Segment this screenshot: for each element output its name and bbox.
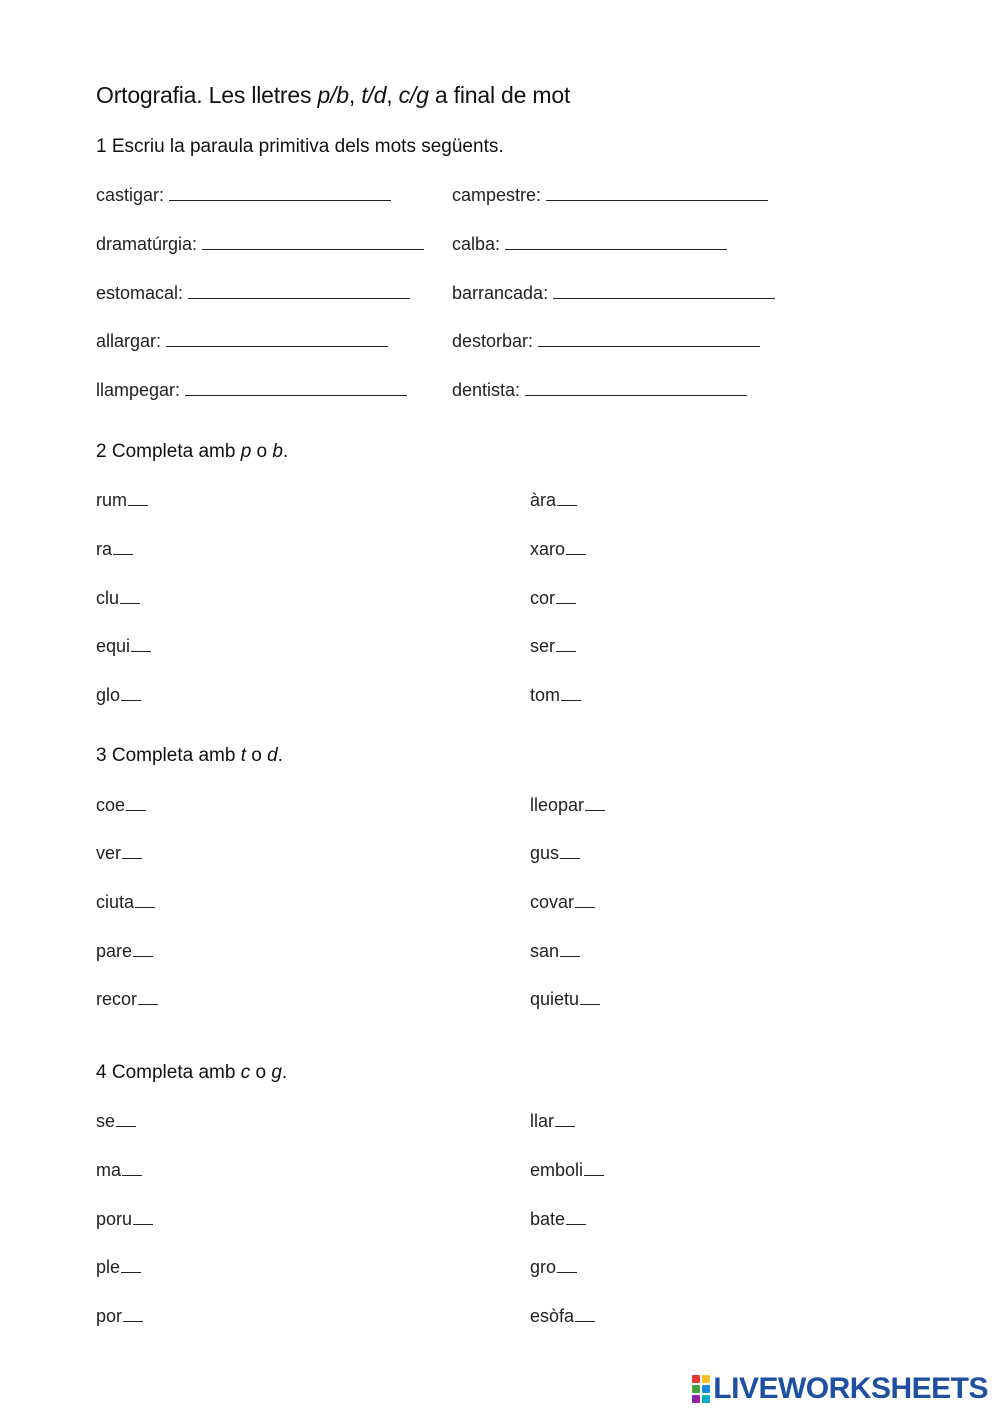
answer-blank[interactable] xyxy=(202,248,424,250)
logo-square xyxy=(692,1375,700,1383)
answer-blank[interactable] xyxy=(560,955,580,957)
exercise-1-item: estomacal: xyxy=(96,283,410,304)
exercise-1-item: castigar: xyxy=(96,185,391,206)
exercise-3-item: quietu xyxy=(530,989,600,1010)
exercise-4-item: ple xyxy=(96,1257,141,1278)
answer-blank[interactable] xyxy=(575,906,595,908)
exercise-4-item: se xyxy=(96,1111,136,1132)
answer-blank[interactable] xyxy=(135,906,155,908)
answer-blank[interactable] xyxy=(166,345,388,347)
answer-blank[interactable] xyxy=(566,553,586,555)
answer-blank[interactable] xyxy=(555,1125,575,1127)
answer-blank[interactable] xyxy=(131,650,151,652)
exercise-3-item: ciuta xyxy=(96,892,155,913)
section-4-heading: 4 Completa amb c o g. xyxy=(96,1062,288,1083)
exercise-4-item: ma xyxy=(96,1160,142,1181)
logo-square xyxy=(702,1375,710,1383)
exercise-2-item: equi xyxy=(96,636,151,657)
page-title: Ortografia. Les lletres p/b, t/d, c/g a final de mot xyxy=(96,82,571,108)
exercise-1-item: dentista: xyxy=(452,380,747,401)
answer-blank[interactable] xyxy=(584,1174,604,1176)
exercise-2-item: glo xyxy=(96,685,141,706)
liveworksheets-logo xyxy=(692,1372,988,1406)
answer-blank[interactable] xyxy=(122,857,142,859)
answer-blank[interactable] xyxy=(556,650,576,652)
exercise-2-item: tom xyxy=(530,685,581,706)
answer-blank[interactable] xyxy=(123,1320,143,1322)
answer-blank[interactable] xyxy=(121,699,141,701)
exercise-4-item: llar xyxy=(530,1111,575,1132)
answer-blank[interactable] xyxy=(169,199,391,201)
answer-blank[interactable] xyxy=(133,955,153,957)
exercise-2-item: rum xyxy=(96,490,148,511)
answer-blank[interactable] xyxy=(557,504,577,506)
answer-blank[interactable] xyxy=(580,1003,600,1005)
exercise-1-item: destorbar: xyxy=(452,331,760,352)
answer-blank[interactable] xyxy=(557,1271,577,1273)
exercise-3-item: san xyxy=(530,941,580,962)
answer-blank[interactable] xyxy=(505,248,727,250)
answer-blank[interactable] xyxy=(560,857,580,859)
answer-blank[interactable] xyxy=(525,394,747,396)
answer-blank[interactable] xyxy=(133,1223,153,1225)
exercise-3-item: covar xyxy=(530,892,595,913)
exercise-1-item: llampegar: xyxy=(96,380,407,401)
answer-blank[interactable] xyxy=(113,553,133,555)
answer-blank[interactable] xyxy=(561,699,581,701)
answer-blank[interactable] xyxy=(138,1003,158,1005)
answer-blank[interactable] xyxy=(556,602,576,604)
exercise-1-item: dramatúrgia: xyxy=(96,234,424,255)
logo-square xyxy=(702,1385,710,1393)
exercise-3-item: lleopar xyxy=(530,795,605,816)
exercise-3-item: coe xyxy=(96,795,146,816)
exercise-1-item: campestre: xyxy=(452,185,768,206)
answer-blank[interactable] xyxy=(185,394,407,396)
answer-blank[interactable] xyxy=(546,199,768,201)
answer-blank[interactable] xyxy=(120,602,140,604)
answer-blank[interactable] xyxy=(128,504,148,506)
answer-blank[interactable] xyxy=(116,1125,136,1127)
exercise-4-item: esòfa xyxy=(530,1306,595,1327)
logo-square xyxy=(702,1395,710,1403)
answer-blank[interactable] xyxy=(538,345,760,347)
logo-mark-icon xyxy=(692,1375,710,1403)
exercise-3-item: ver xyxy=(96,843,142,864)
logo-square xyxy=(692,1395,700,1403)
answer-blank[interactable] xyxy=(553,297,775,299)
exercise-4-item: bate xyxy=(530,1209,586,1230)
exercise-3-item: pare xyxy=(96,941,153,962)
section-3-heading: 3 Completa amb t o d. xyxy=(96,745,283,766)
exercise-3-item: recor xyxy=(96,989,158,1010)
exercise-2-item: ra xyxy=(96,539,133,560)
exercise-4-item: poru xyxy=(96,1209,153,1230)
section-2-heading: 2 Completa amb p o b. xyxy=(96,441,289,462)
exercise-2-item: àra xyxy=(530,490,577,511)
answer-blank[interactable] xyxy=(188,297,410,299)
exercise-1-item: allargar: xyxy=(96,331,388,352)
exercise-1-item: calba: xyxy=(452,234,727,255)
exercise-2-item: xaro xyxy=(530,539,586,560)
answer-blank[interactable] xyxy=(585,809,605,811)
exercise-1-item: barrancada: xyxy=(452,283,775,304)
exercise-4-item: emboli xyxy=(530,1160,604,1181)
exercise-2-item: clu xyxy=(96,588,140,609)
exercise-3-item: gus xyxy=(530,843,580,864)
exercise-2-item: ser xyxy=(530,636,576,657)
answer-blank[interactable] xyxy=(122,1174,142,1176)
logo-square xyxy=(692,1385,700,1393)
answer-blank[interactable] xyxy=(575,1320,595,1322)
answer-blank[interactable] xyxy=(126,809,146,811)
logo-text: LIVEWORKSHEETS xyxy=(713,1372,988,1405)
answer-blank[interactable] xyxy=(121,1271,141,1273)
exercise-4-item: por xyxy=(96,1306,143,1327)
answer-blank[interactable] xyxy=(566,1223,586,1225)
exercise-2-item: cor xyxy=(530,588,576,609)
exercise-4-item: gro xyxy=(530,1257,577,1278)
section-1-heading: 1 Escriu la paraula primitiva dels mots següents. xyxy=(96,136,504,157)
